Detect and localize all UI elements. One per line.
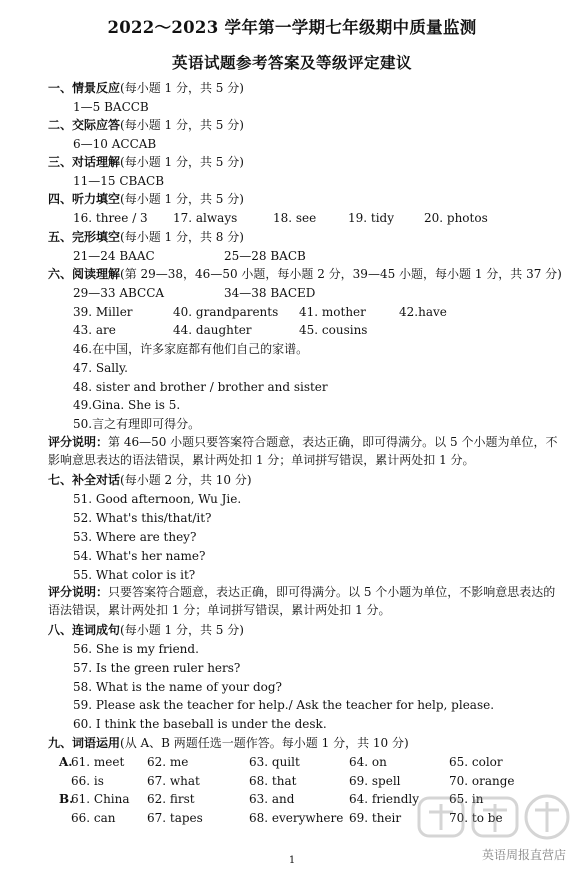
answer-line: 54. What's her name?: [73, 549, 206, 563]
section-heading-6: 六、阅读理解(第 29—38，46—50 小题，每小题 2 分，39—45 小题，每小题 1 分，共 37 分): [48, 267, 562, 281]
answer-item: 44. daughter: [173, 323, 252, 337]
answer-line: 47. Sally.: [73, 361, 128, 375]
answer-item: 17. always: [173, 211, 238, 225]
answer-item: 21—24 BAAC: [73, 249, 155, 263]
answer-line: 51. Good afternoon, Wu Jie.: [73, 492, 242, 506]
answer-item: 69. spell: [349, 774, 401, 788]
answer-line: 59. Please ask the teacher for help./ Ask the teacher for help, please.: [73, 698, 495, 712]
section-heading-7: 七、补全对话(每小题 2 分，共 10 分): [48, 473, 252, 487]
section-heading-1: 一、情景反应(每小题 1 分，共 5 分): [48, 81, 244, 95]
watermark-text: 英语周报直营店: [481, 848, 566, 862]
answer-item: 70. to be: [449, 811, 503, 825]
page-number: 1: [288, 855, 296, 866]
answer-item: 43. are: [73, 323, 116, 337]
answer-line: 49.Gina. She is 5.: [73, 398, 181, 412]
answer-item: 39. Miller: [73, 305, 133, 319]
answer-item: 29—33 ABCCA: [73, 286, 165, 300]
option-label-a: A.: [59, 755, 73, 769]
answer-item: 65. in: [449, 792, 484, 806]
answer-item: 69. their: [349, 811, 402, 825]
scoring-note-1: 评分说明：第 46—50 小题只要答案符合题意，表达正确，即可得满分。以 5 个小题为单位，不影响意思表达的语法错误，累计两处扣 1 分；单词拼写错误，累计两处扣 1 分。: [48, 435, 558, 467]
section-3-answers: 11—15 CBACB: [73, 174, 165, 188]
section-heading-3: 三、对话理解(每小题 1 分，共 5 分): [48, 155, 244, 169]
answer-item: 25—28 BACB: [224, 249, 306, 263]
answer-item: 40. grandparents: [173, 305, 279, 319]
answer-item: 45. cousins: [299, 323, 368, 337]
option-label-b: B.: [59, 792, 74, 806]
answer-line: 57. Is the green ruler hers?: [73, 661, 241, 675]
answer-line: 46.在中国，许多家庭都有他们自己的家谱。: [73, 342, 309, 356]
answer-item: 65. color: [449, 755, 503, 769]
section-heading-5: 五、完形填空(每小题 1 分，共 8 分): [48, 230, 244, 244]
answer-line: 48. sister and brother / brother and sister: [73, 380, 328, 394]
answer-item: 68. everywhere: [249, 811, 344, 825]
answer-item: 34—38 BACED: [224, 286, 316, 300]
answer-line: 60. I think the baseball is under the desk.: [73, 717, 327, 731]
answer-item: 62. first: [147, 792, 195, 806]
answer-item: 61. China: [71, 792, 130, 806]
answer-item: 63. quilt: [249, 755, 300, 769]
answer-item: 66. can: [71, 811, 116, 825]
answer-line: 58. What is the name of your dog?: [73, 680, 282, 694]
answer-item: 61. meet: [71, 755, 125, 769]
document-subtitle: 英语试题参考答案及等级评定建议: [171, 53, 412, 72]
answer-item: 68. that: [249, 774, 297, 788]
answer-line: 55. What color is it?: [73, 568, 196, 582]
answer-item: 62. me: [147, 755, 189, 769]
section-1-answers: 1—5 BACCB: [73, 100, 149, 114]
answer-line: 52. What's this/that/it?: [73, 511, 212, 525]
answer-item: 41. mother: [299, 305, 366, 319]
answer-item: 20. photos: [424, 211, 488, 225]
scoring-note-2: 评分说明：只要答案符合题意，表达正确，即可得满分。以 5 个小题为单位，不影响意思表达的语法错误，累计两处扣 1 分；单词拼写错误，累计两处扣 1 分。: [48, 585, 556, 617]
answer-item: 64. friendly: [349, 792, 420, 806]
answer-item: 16. three / 3: [73, 211, 148, 225]
answer-item: 19. tidy: [348, 211, 395, 225]
answer-item: 67. tapes: [147, 811, 203, 825]
section-heading-8: 八、连词成句(每小题 1 分，共 5 分): [48, 623, 244, 637]
section-2-answers: 6—10 ACCAB: [73, 137, 157, 151]
answer-line: 53. Where are they?: [73, 530, 197, 544]
answer-item: 70. orange: [449, 774, 515, 788]
document-title: 2022～2023 学年第一学期七年级期中质量监测: [107, 18, 477, 37]
answer-item: 67. what: [147, 774, 200, 788]
answer-item: 63. and: [249, 792, 295, 806]
section-heading-9: 九、词语运用(从 A、B 两题任选一题作答。每小题 1 分，共 10 分): [48, 736, 409, 750]
answer-item: 66. is: [71, 774, 104, 788]
answer-item: 42.have: [399, 305, 447, 319]
answer-item: 64. on: [349, 755, 387, 769]
answer-item: 18. see: [273, 211, 317, 225]
answer-line: 56. She is my friend.: [73, 642, 199, 656]
section-heading-4: 四、听力填空(每小题 1 分，共 5 分): [48, 192, 244, 206]
answer-line: 50.言之有理即可得分。: [73, 417, 201, 431]
section-heading-2: 二、交际应答(每小题 1 分，共 5 分): [48, 118, 244, 132]
